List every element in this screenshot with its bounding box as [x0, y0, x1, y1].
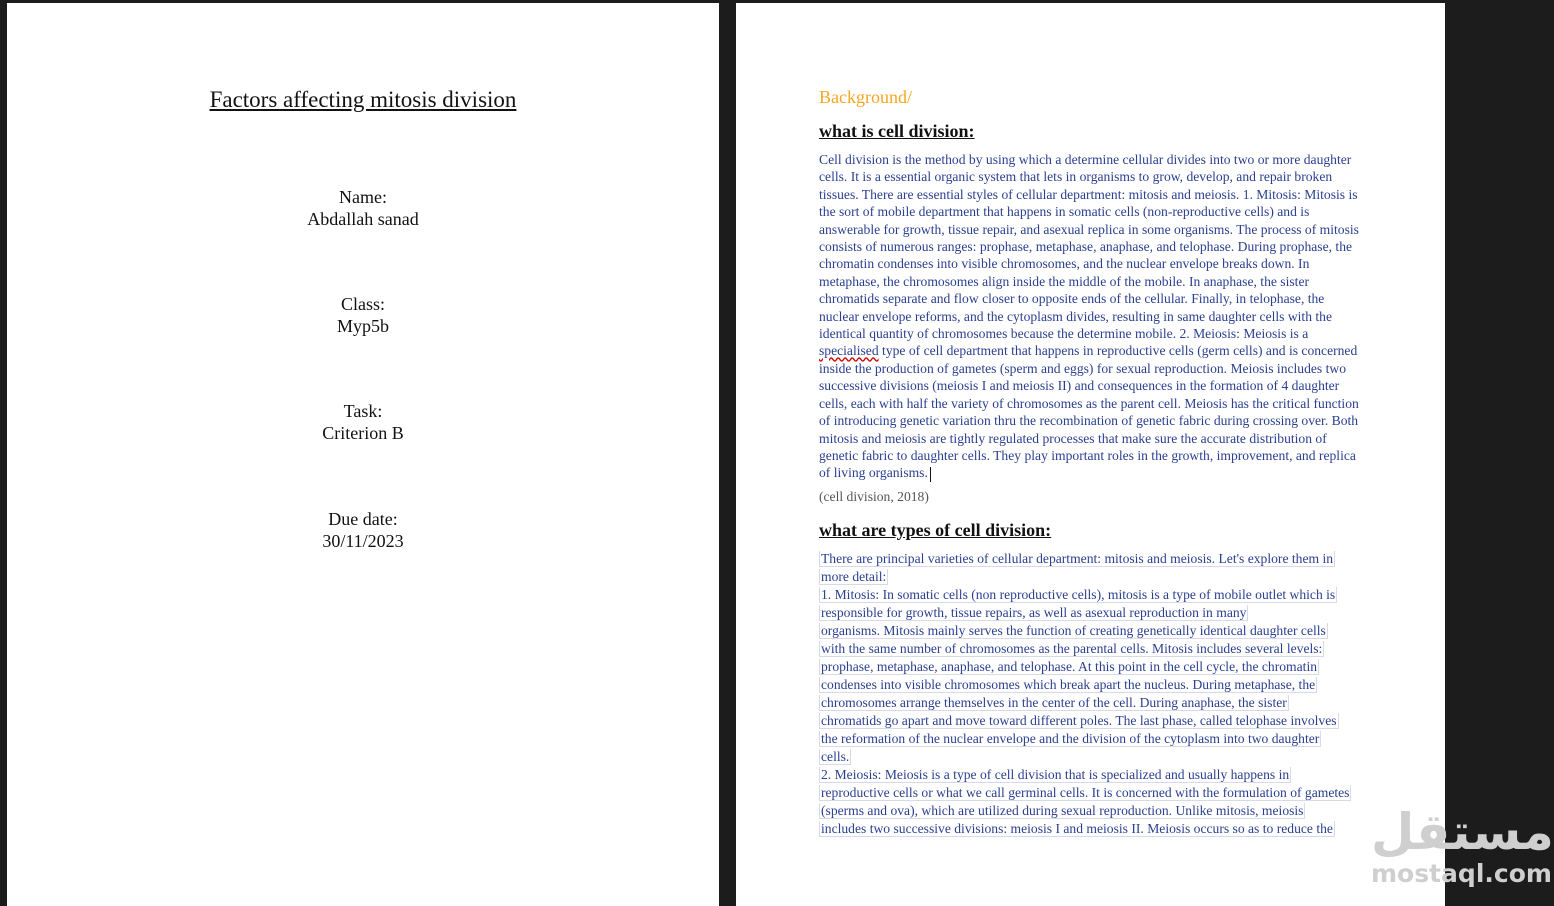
text-line-content: (sperms and ova), which are utilized during sexual reproduction. Unlike mitosis, meiosis [821, 803, 1304, 818]
text-line-content: prophase, metaphase, anaphase, and telophase. At this point in the cell cycle, the chromatin [821, 659, 1318, 674]
content-page [736, 3, 1554, 906]
text-cursor [930, 467, 931, 482]
task-value[interactable]: Criterion B [322, 422, 404, 443]
text-line-content: cells. [821, 749, 850, 764]
text-line-content: reproductive cells or what we call germinal cells. It is concerned with the formulation of gametes [821, 785, 1350, 800]
misspelled-word[interactable]: specialised [819, 343, 879, 359]
text-line[interactable] [819, 694, 1367, 712]
text-line[interactable] [819, 586, 1367, 604]
text-line[interactable] [819, 622, 1367, 640]
watermark-latin-text: mostaql.com [1371, 859, 1552, 888]
task-label[interactable]: Task: [343, 401, 383, 421]
text-line-content: responsible for growth, tissue repairs, as well as asexual reproduction in many [821, 605, 1247, 620]
class-label[interactable]: Class: [340, 294, 385, 314]
task-field [7, 401, 719, 444]
text-line-content: with the same number of chromosomes as the parental cells. Mitosis includes several levels: [821, 641, 1323, 656]
text-line[interactable] [819, 550, 1367, 568]
background-heading[interactable]: Background/ [819, 87, 912, 107]
text-line-content: condenses into visible chromosomes which break apart the nucleus. During metaphase, the [821, 677, 1316, 692]
watermark-logo [1371, 803, 1554, 888]
text-line[interactable] [819, 568, 1367, 586]
text-line[interactable] [819, 802, 1367, 820]
citation[interactable]: (cell division, 2018) [819, 489, 929, 504]
text-line-content: more detail: [821, 569, 887, 584]
text-line[interactable] [819, 712, 1367, 730]
name-field [7, 187, 719, 230]
text-line[interactable] [819, 604, 1367, 622]
text-line[interactable] [819, 640, 1367, 658]
cover-page [7, 3, 719, 906]
text-line-content: chromosomes arrange themselves in the center of the cell. During anaphase, the sister [821, 695, 1287, 710]
text-line[interactable] [819, 820, 1367, 838]
class-field [7, 294, 719, 337]
text-line[interactable] [819, 766, 1367, 784]
types-paragraph[interactable] [819, 550, 1367, 838]
types-heading[interactable]: what are types of cell division: [819, 520, 1052, 540]
paragraph-text-start: Cell division is the method by using which a determine cellular divides into two or more daughter cells. It is a essential organic system that lets in organisms to grow, develop, and repair broken tissues. There are essential styles of cellular department: mitosis and meiosis. 1. Mitosis: Mitosis is the sort of mobile department that happens in somatic cells (non-reproductive cells) and is answerable for growth, tissue repair, and asexual replica in some organisms. The process of mitosis consists of numerous ranges: prophase, metaphase, anaphase, and telophase. During prophase, the chromatin condenses into visible chromosomes, and the nuclear envelope breaks down. In metaphase, the chromosomes align inside the middle of the mobile. In anaphase, the sister chromatids separate and flow closer to opposite ends of the cellular. Finally, in telophase, the nuclear envelope reforms, and the cytoplasm divides, resulting in same daughter cells with the identical quantity of chromosomes because the determine mobile. 2. Meiosis: Meiosis is a [819, 152, 1359, 342]
name-value[interactable]: Abdallah sanad [307, 208, 419, 229]
text-line-content: includes two successive divisions: meiosis I and meiosis II. Meiosis occurs so as to reduce the [821, 821, 1333, 836]
name-label[interactable]: Name: [339, 187, 387, 207]
watermark-arabic-text: مستقل [1371, 803, 1554, 861]
text-line[interactable] [819, 784, 1367, 802]
text-line-content: 1. Mitosis: In somatic cells (non reproductive cells), mitosis is a type of mobile outlet which is [821, 587, 1336, 602]
class-value[interactable]: Myp5b [336, 315, 389, 336]
document-title[interactable]: Factors affecting mitosis division [209, 87, 517, 112]
text-line-content: There are principal varieties of cellular department: mitosis and meiosis. Let's explore them in [821, 551, 1334, 566]
cell-division-paragraph[interactable] [819, 151, 1364, 482]
text-line[interactable] [819, 658, 1367, 676]
text-line-content: 2. Meiosis: Meiosis is a type of cell division that is specialized and usually happens in [821, 767, 1290, 782]
text-line[interactable] [819, 676, 1367, 694]
text-line-content: organisms. Mitosis mainly serves the function of creating genetically identical daughter cells [821, 623, 1326, 638]
paragraph-text-end: type of cell department that happens in reproductive cells (germ cells) and is concerned inside the production of gametes (sperm and eggs) for sexual reproduction. Meiosis includes two successive divisions (meiosis I and meiosis II) and consequences in the formation of 4 daughter cells, each with half the variety of chromosomes as the parent cell. Meiosis has the critical function of introducing genetic variation thru the recombination of genetic fabric during crossing over. Both mitosis and meiosis are tightly regulated processes that make sure the accurate distribution of genetic fabric to daughter cells. They play important roles in the growth, improvement, and replica of living organisms. [819, 343, 1359, 481]
text-line[interactable] [819, 730, 1367, 748]
text-line-content: the reformation of the nuclear envelope and the division of the cytoplasm into two daughter [821, 731, 1320, 746]
due-date-label[interactable]: Due date: [328, 509, 398, 529]
cell-division-heading[interactable]: what is cell division: [819, 121, 975, 141]
due-date-field [7, 509, 719, 552]
due-date-value[interactable]: 30/11/2023 [322, 530, 404, 551]
text-line[interactable] [819, 748, 1367, 766]
text-line-content: chromatids go apart and move toward different poles. The last phase, called telophase involves [821, 713, 1337, 728]
